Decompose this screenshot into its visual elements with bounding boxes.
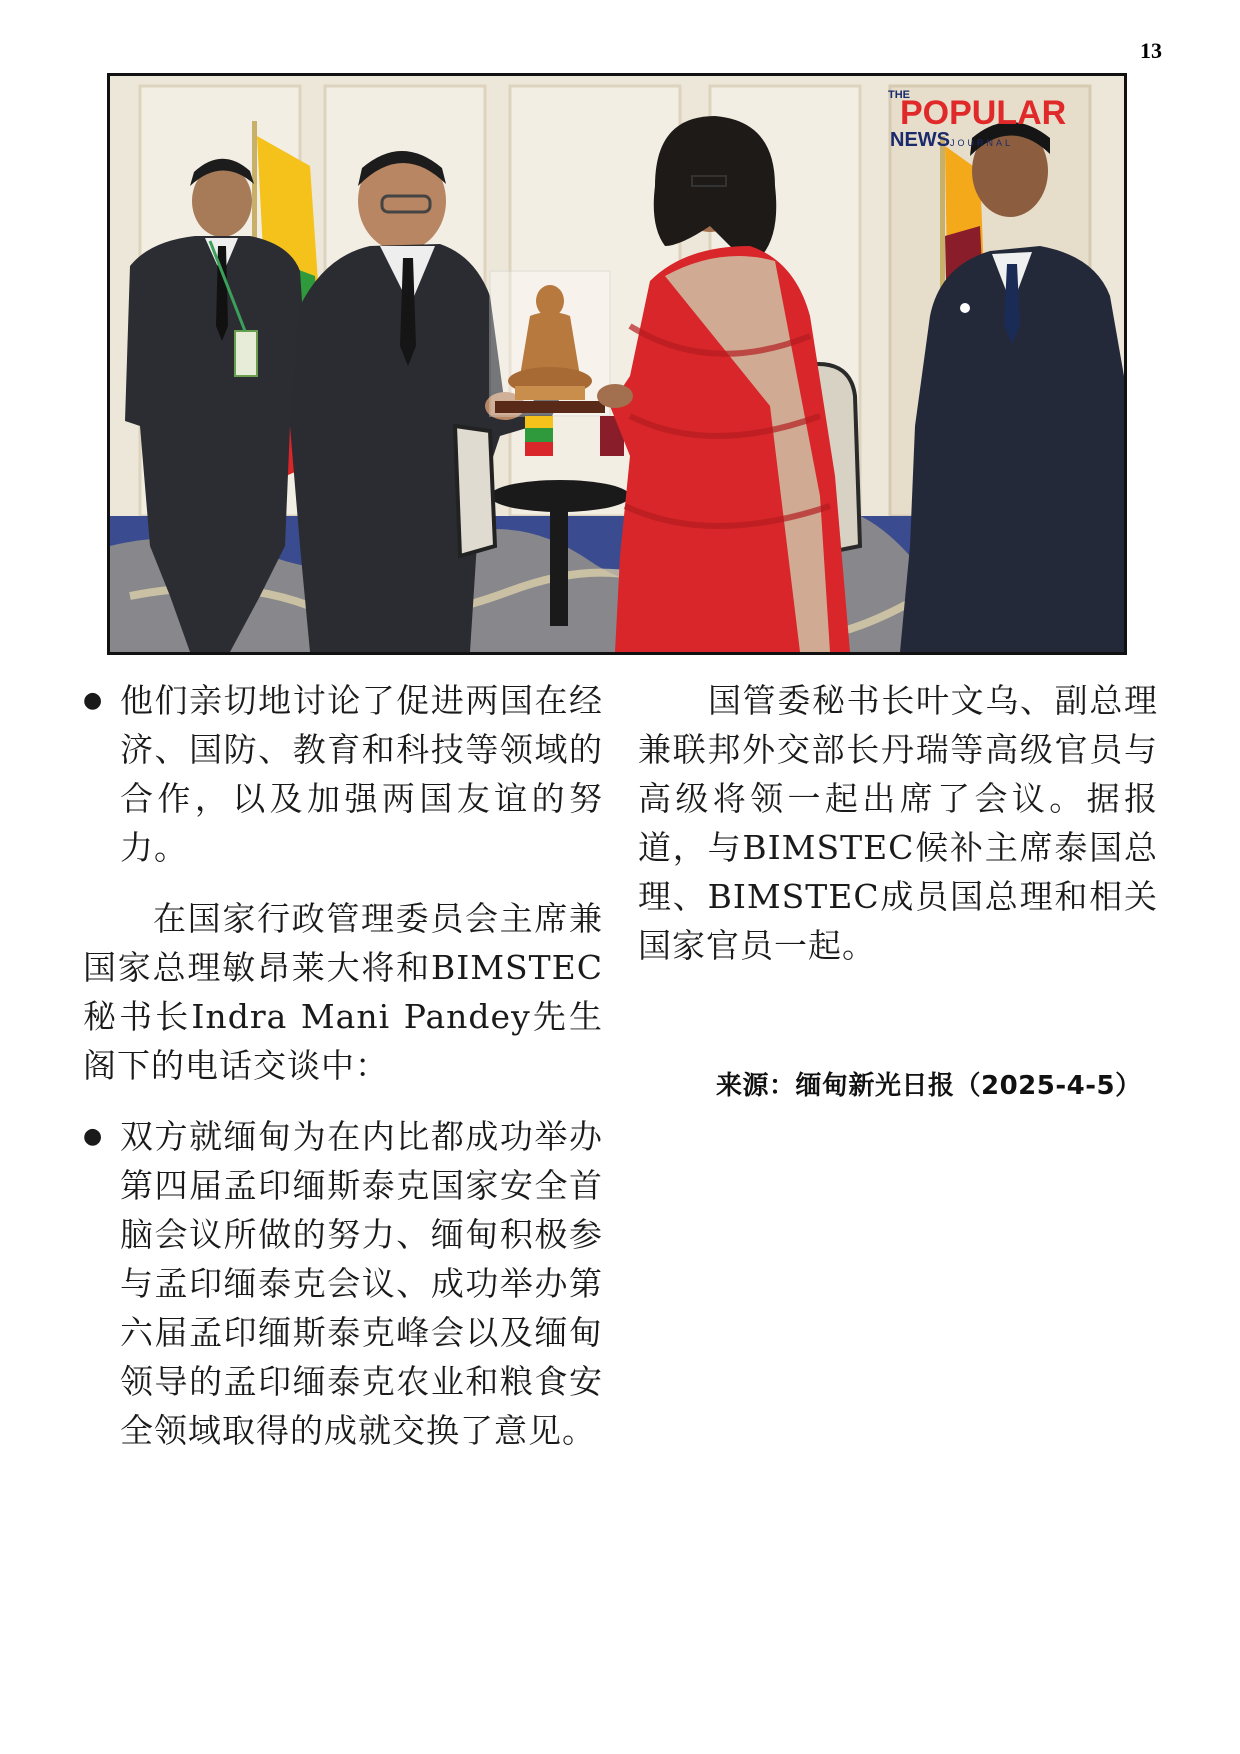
watermark-journal: JOURNAL (950, 138, 1014, 148)
bullet-paragraph-achievements (83, 1112, 603, 1455)
watermark-the: THE (888, 89, 910, 101)
left-column (83, 676, 603, 1455)
bullet-paragraph-cooperation (83, 676, 603, 872)
watermark-news: NEWS (890, 129, 950, 151)
news-photo (107, 73, 1127, 655)
paragraph-phone-call: 在国家行政管理委员会主席兼国家总理敏昂莱大将和BIMSTEC秘书长Indra Mani Pandey先生阁下的电话交谈中： (83, 899, 603, 1085)
page-number: 13 (1140, 38, 1162, 63)
bullet-text-achievements: 双方就缅甸为在内比都成功举办第四届孟印缅斯泰克国家安全首脑会议所做的努力、缅甸积极参与孟印缅泰克会议、成功举办第六届孟印缅斯泰克峰会以及缅甸领导的孟印缅泰克农业和粮食安全领域取得的成就交换了意见。 (120, 1117, 603, 1450)
bullet-text-cooperation: 他们亲切地讨论了促进两国在经济、国防、教育和科技等领域的合作，以及加强两国友谊的努力。 (120, 681, 603, 867)
bullet-icon: ● (83, 688, 104, 713)
source-citation: 来源：缅甸新光日报（2025-4-5） (716, 1071, 1142, 1101)
watermark-popular: POPULAR (900, 94, 1067, 132)
paragraph-officials: 国管委秘书长叶文乌、副总理兼联邦外交部长丹瑞等高级官员与高级将领一起出席了会议。据报道，与BIMSTEC候补主席泰国总理、BIMSTEC成员国总理和相关国家官员一起。 (638, 681, 1158, 965)
right-column (638, 676, 1158, 970)
bullet-icon: ● (83, 1124, 104, 1149)
